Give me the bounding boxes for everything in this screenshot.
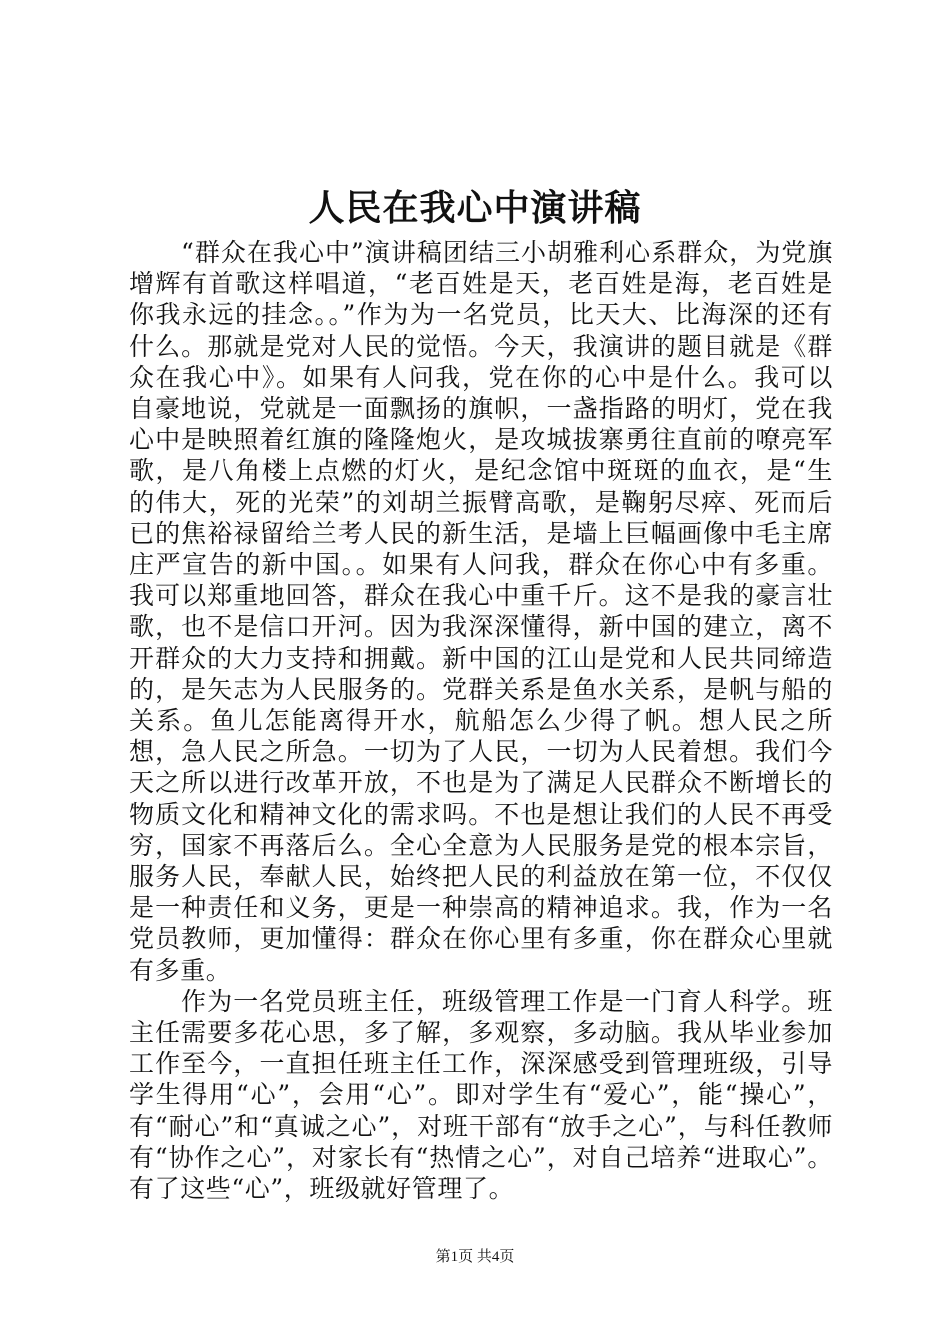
paragraph-2: 作为一名党员班主任，班级管理工作是一门育人科学。班主任需要多花心思，多了解，多观察，多动脑。我从毕业参加工作至今，一直担任班主任工作，深深感受到管理班级，引导学生得用“心”，会用“心”。即对学生有“爱心”，能“操心”，有“耐心”和“真诚之心”，对班干部有“放手之心”，与科任教师有“协作之心”，对家长有“热情之心”，对自己培养“进取心”。有了这些“心”，班级就好管理了。 bbox=[129, 986, 833, 1204]
page-footer: 第1页 共4页 bbox=[435, 1249, 515, 1265]
document-title: 人民在我心中演讲稿 bbox=[308, 187, 642, 229]
document-body bbox=[129, 237, 833, 1204]
paragraph-1: “群众在我心中”演讲稿团结三小胡雅利心系群众，为党旗增辉有首歌这样唱道，“老百姓是天，老百姓是海，老百姓是你我永远的挂念。。”作为为一名党员，比天大、比海深的还有什么。那就是党对人民的觉悟。今天，我演讲的题目就是《群众在我心中》。如果有人问我，党在你的心中是什么。我可以自豪地说，党就是一面飘扬的旗帜，一盏指路的明灯，党在我心中是映照着红旗的隆隆炮火，是攻城拔寨勇往直前的嘹亮军歌，是八角楼上点燃的灯火，是纪念馆中斑斑的血衣，是“生的伟大，死的光荣”的刘胡兰振臂高歌，是鞠躬尽瘁、死而后已的焦裕禄留给兰考人民的新生活，是墙上巨幅画像中毛主席庄严宣告的新中国。。如果有人问我，群众在你心中有多重。我可以郑重地回答，群众在我心中重千斤。这不是我的豪言壮歌，也不是信口开河。因为我深深懂得，新中国的建立，离不开群众的大力支持和拥戴。新中国的江山是党和人民共同缔造的，是矢志为人民服务的。党群关系是鱼水关系，是帆与船的关系。鱼儿怎能离得开水，航船怎么少得了帆。想人民之所想，急人民之所急。一切为了人民，一切为人民着想。我们今天之所以进行改革开放，不也是为了满足人民群众不断增长的物质文化和精神文化的需求吗。不也是想让我们的人民不再受穷，国家不再落后么。全心全意为人民服务是党的根本宗旨，服务人民，奉献人民，始终把人民的利益放在第一位，不仅仅是一种责任和义务，更是一种崇高的精神追求。我，作为一名党员教师，更加懂得：群众在你心里有多重，你在群众心里就有多重。 bbox=[129, 238, 833, 985]
